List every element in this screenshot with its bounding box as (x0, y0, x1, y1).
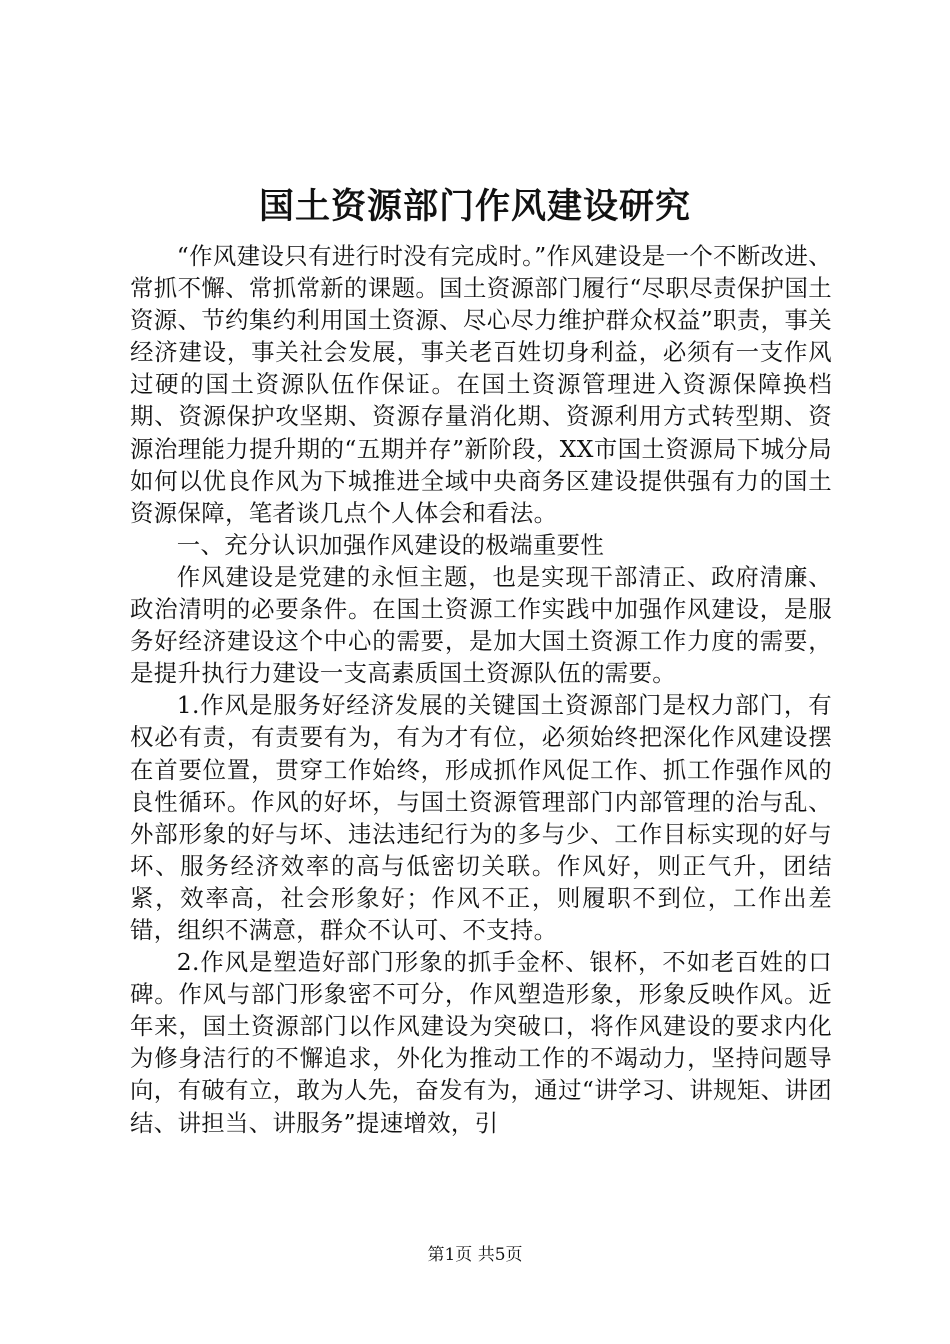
document-body (130, 240, 832, 1139)
paragraph-section-1: 作风建设是党建的永恒主题，也是实现干部清正、政府清廉、政治清明的必要条件。在国土资源工作实践中加强作风建设，是服务好经济建设这个中心的需要，是加大国土资源工作力度的需要，是提升执行力建设一支高素质国土资源队伍的需要。 (130, 562, 832, 688)
page-footer: 第1页 共5页 (427, 1245, 523, 1265)
paragraph-point-2: 2.作风是塑造好部门形象的抓手金杯、银杯，不如老百姓的口碑。作风与部门形象密不可分，作风塑造形象，形象反映作风。近年来，国土资源部门以作风建设为突破口，将作风建设的要求内化为修身洁行的不懈追求，外化为推动工作的不竭动力，坚持问题导向，有破有立，敢为人先，奋发有为，通过“讲学习、讲规矩、讲团结、讲担当、讲服务”提速增效，引 (130, 948, 832, 1137)
paragraph-point-1: 1.作风是服务好经济发展的关键国土资源部门是权力部门，有权必有责，有责要有为，有为才有位，必须始终把深化作风建设摆在首要位置，贯穿工作始终，形成抓作风促工作、抓工作强作风的良性循环。作风的好坏，与国土资源管理部门内部管理的治与乱、外部形象的好与坏、违法违纪行为的多与少、工作目标实现的好与坏、服务经济效率的高与低密切关联。作风好，则正气升，团结紧，效率高，社会形象好；作风不正，则履职不到位，工作出差错，组织不满意，群众不认可、不支持。 (130, 691, 832, 944)
document-title: 国土资源部门作风建设研究 (258, 186, 691, 227)
paragraph-intro: “作风建设只有进行时没有完成时。”作风建设是一个不断改进、常抓不懈、常抓常新的课题。国土资源部门履行“尽职尽责保护国土资源、节约集约利用国土资源、尽心尽力维护群众权益”职责，事关经济建设，事关社会发展，事关老百姓切身利益，必须有一支作风过硬的国土资源队伍作保证。在国土资源管理进入资源保障换档期、资源保护攻坚期、资源存量消化期、资源利用方式转型期、资源治理能力提升期的“五期并存”新阶段，XX市国土资源局下城分局如何以优良作风为下城推进全域中央商务区建设提供强有力的国土资源保障，笔者谈几点个人体会和看法。 (130, 242, 832, 527)
section-heading-1: 一、充分认识加强作风建设的极端重要性 (176, 530, 605, 559)
